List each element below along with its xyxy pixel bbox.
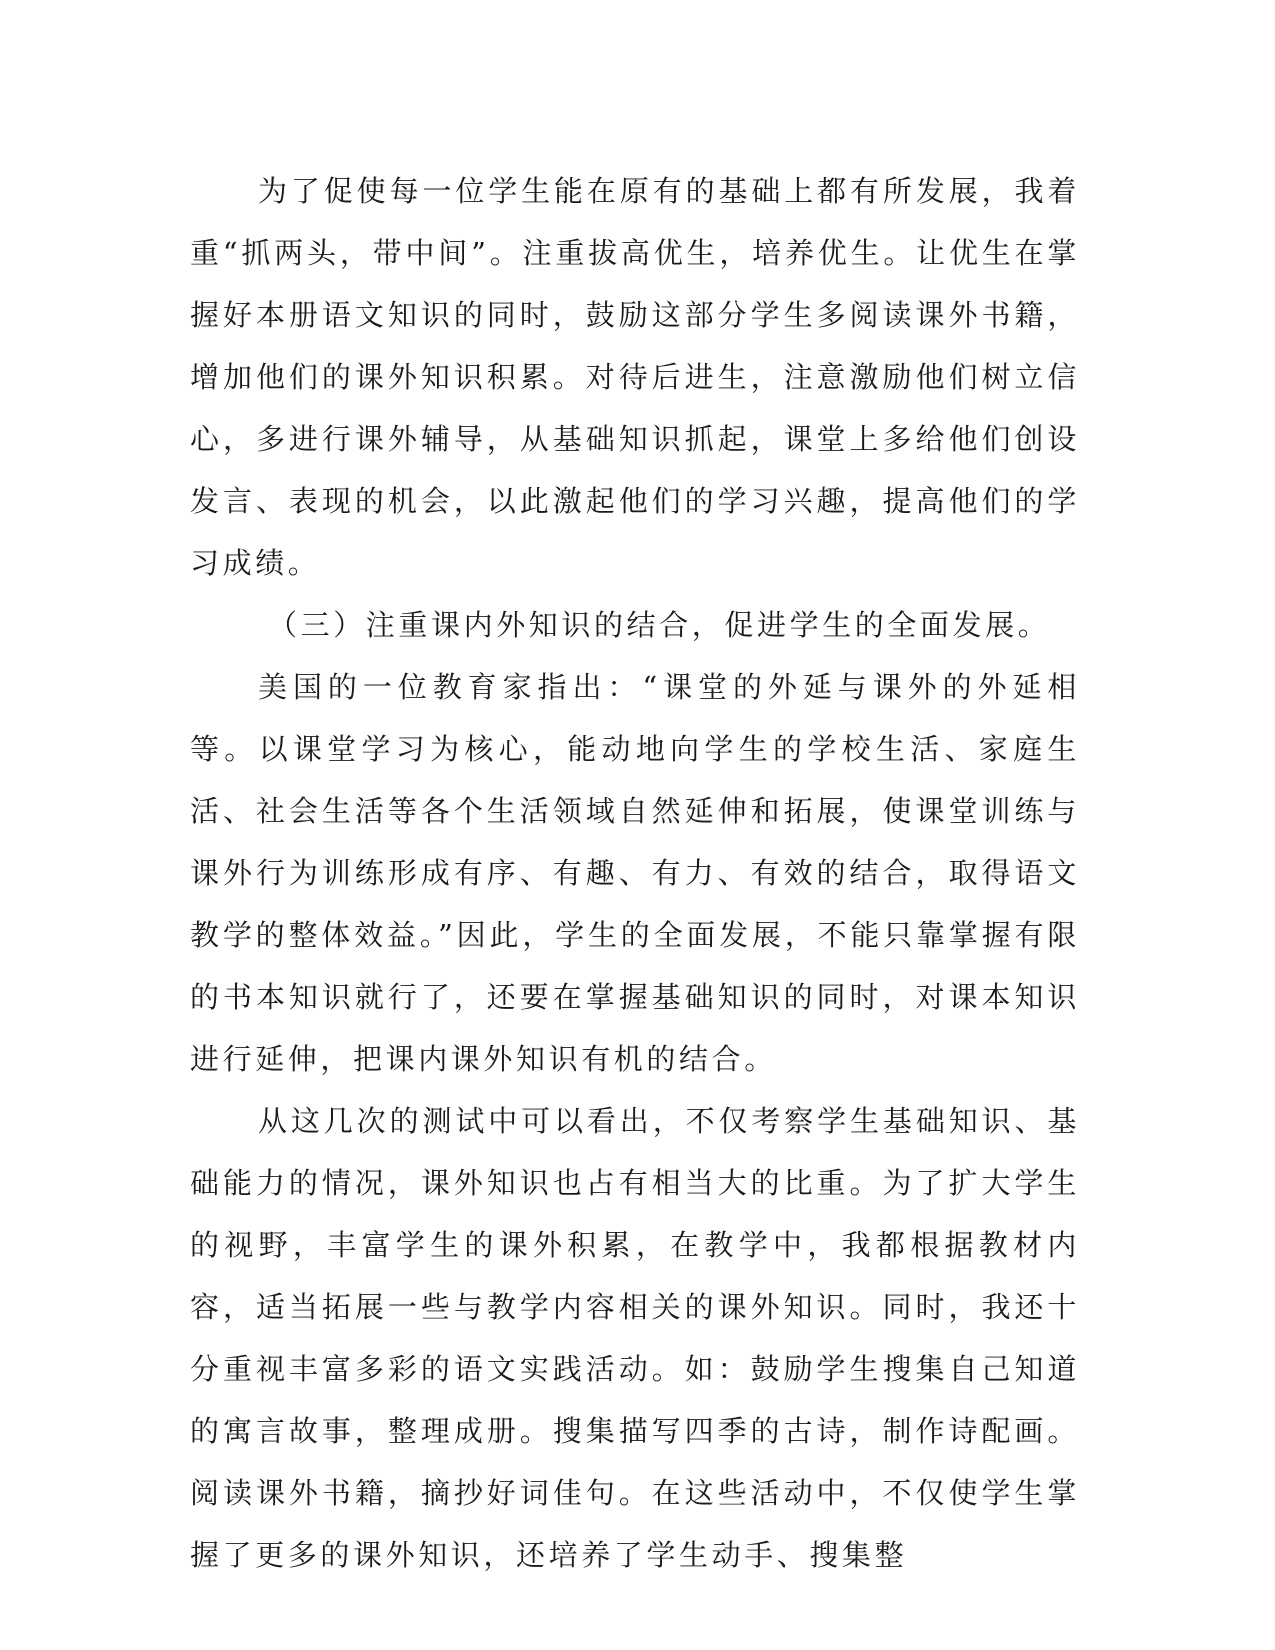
- paragraph-educator-quote: 美国的一位教育家指出：“课堂的外延与课外的外延相等。以课堂学习为核心，能动地向学生的学校生活、家庭生活、社会生活等各个生活领域自然延伸和拓展，使课堂训练与课外行为训练形成有序、有趣、有力、有效的结合，取得语文教学的整体效益。”因此，学生的全面发展，不能只靠掌握有限的书本知识就行了，还要在掌握基础知识的同时，对课本知识进行延伸，把课内课外知识有机的结合。: [190, 670, 1080, 1076]
- section-heading-3: （三）注重课内外知识的结合，促进学生的全面发展。: [268, 608, 1051, 642]
- document-body: [190, 160, 1080, 1586]
- paragraph-student-development: 为了促使每一位学生能在原有的基础上都有所发展，我着重“抓两头，带中间”。注重拔高优生，培养优生。让优生在掌握好本册语文知识的同时，鼓励这部分学生多阅读课外书籍，增加他们的课外知识积累。对待后进生，注意激励他们树立信心，多进行课外辅导，从基础知识抓起，课堂上多给他们创设发言、表现的机会，以此激起他们的学习兴趣，提高他们的学习成绩。: [190, 174, 1080, 580]
- paragraph-tests-activities: 从这几次的测试中可以看出，不仅考察学生基础知识、基础能力的情况，课外知识也占有相当大的比重。为了扩大学生的视野，丰富学生的课外积累，在教学中，我都根据教材内容，适当拓展一些与教学内容相关的课外知识。同时，我还十分重视丰富多彩的语文实践活动。如：鼓励学生搜集自己知道的寓言故事，整理成册。搜集描写四季的古诗，制作诗配画。阅读课外书籍，摘抄好词佳句。在这些活动中，不仅使学生掌握了更多的课外知识，还培养了学生动手、搜集整: [190, 1104, 1080, 1572]
